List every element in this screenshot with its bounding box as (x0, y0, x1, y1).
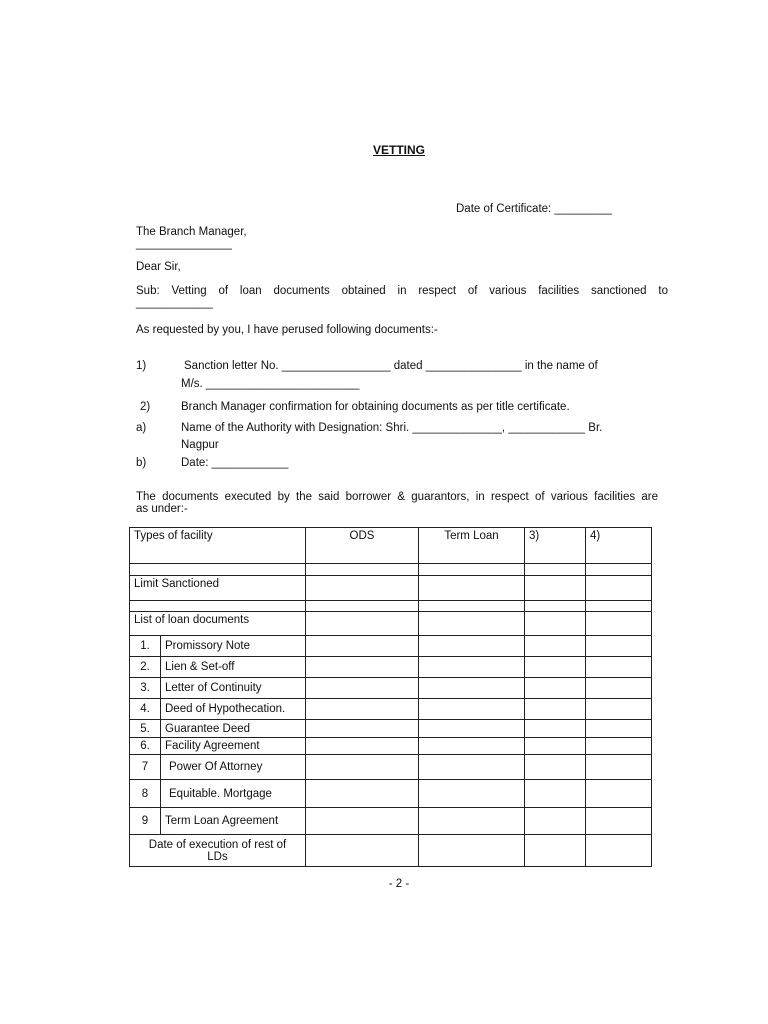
documents-intro: The documents executed by the said borrower & guarantors, in respect of various facilities are (136, 491, 658, 503)
page-number: - 2 - (388, 878, 410, 890)
table-row: 1. Promissory Note (130, 636, 652, 657)
table-row: 2. Lien & Set-off (130, 657, 652, 678)
sanction-letter-line: Sanction letter No. _________________ dated _______________ in the name of (184, 360, 598, 372)
header-term-loan: Term Loan (419, 528, 525, 564)
item-letter: b) (136, 457, 147, 469)
addressee-blank: _______________ (136, 238, 232, 250)
documents-intro-end: as under:- (136, 503, 188, 515)
spacer-row (130, 601, 652, 612)
list-of-loan-documents-label: List of loan documents (130, 612, 306, 636)
subject-blank: ____________ (136, 297, 213, 309)
header-types-of-facility: Types of facility (130, 528, 306, 564)
spacer-row (130, 564, 652, 576)
table-row: 8 Equitable. Mortgage (130, 780, 652, 808)
table-row: 5. Guarantee Deed (130, 720, 652, 738)
salutation: Dear Sir, (136, 261, 181, 273)
documents-table (129, 527, 652, 867)
header-col-4: 4) (586, 528, 652, 564)
date-of-execution-label: Date of execution of rest of LDs (130, 835, 306, 867)
header-col-3: 3) (525, 528, 586, 564)
addressee: The Branch Manager, (136, 226, 247, 238)
table-row: 6. Facility Agreement (130, 738, 652, 755)
intro-text: As requested by you, I have perused following documents:- (136, 324, 438, 336)
date-of-certificate: Date of Certificate: _________ (456, 203, 612, 215)
branch-manager-confirmation: Branch Manager confirmation for obtaining documents as per title certificate. (181, 401, 570, 413)
table-row: 7 Power Of Attorney (130, 755, 652, 780)
subject-line: Sub: Vetting of loan documents obtained in respect of various facilities sanctioned to (136, 285, 668, 297)
item-number: 2) (140, 401, 151, 413)
page-title: VETTING (372, 143, 425, 157)
item-letter: a) (136, 422, 147, 434)
table-row: 3. Letter of Continuity (130, 678, 652, 699)
table-row: 4. Deed of Hypothecation. (130, 699, 652, 720)
date-line: Date: ____________ (181, 457, 289, 469)
authority-city: Nagpur (181, 439, 219, 451)
limit-sanctioned-label: Limit Sanctioned (130, 576, 306, 601)
table-row: 9 Term Loan Agreement (130, 808, 652, 835)
item-number: 1) (136, 360, 147, 372)
authority-line: Name of the Authority with Designation: Shri. ______________, ____________ Br. (181, 422, 603, 434)
ms-line: M/s. ________________________ (181, 378, 360, 390)
header-ods: ODS (306, 528, 419, 564)
